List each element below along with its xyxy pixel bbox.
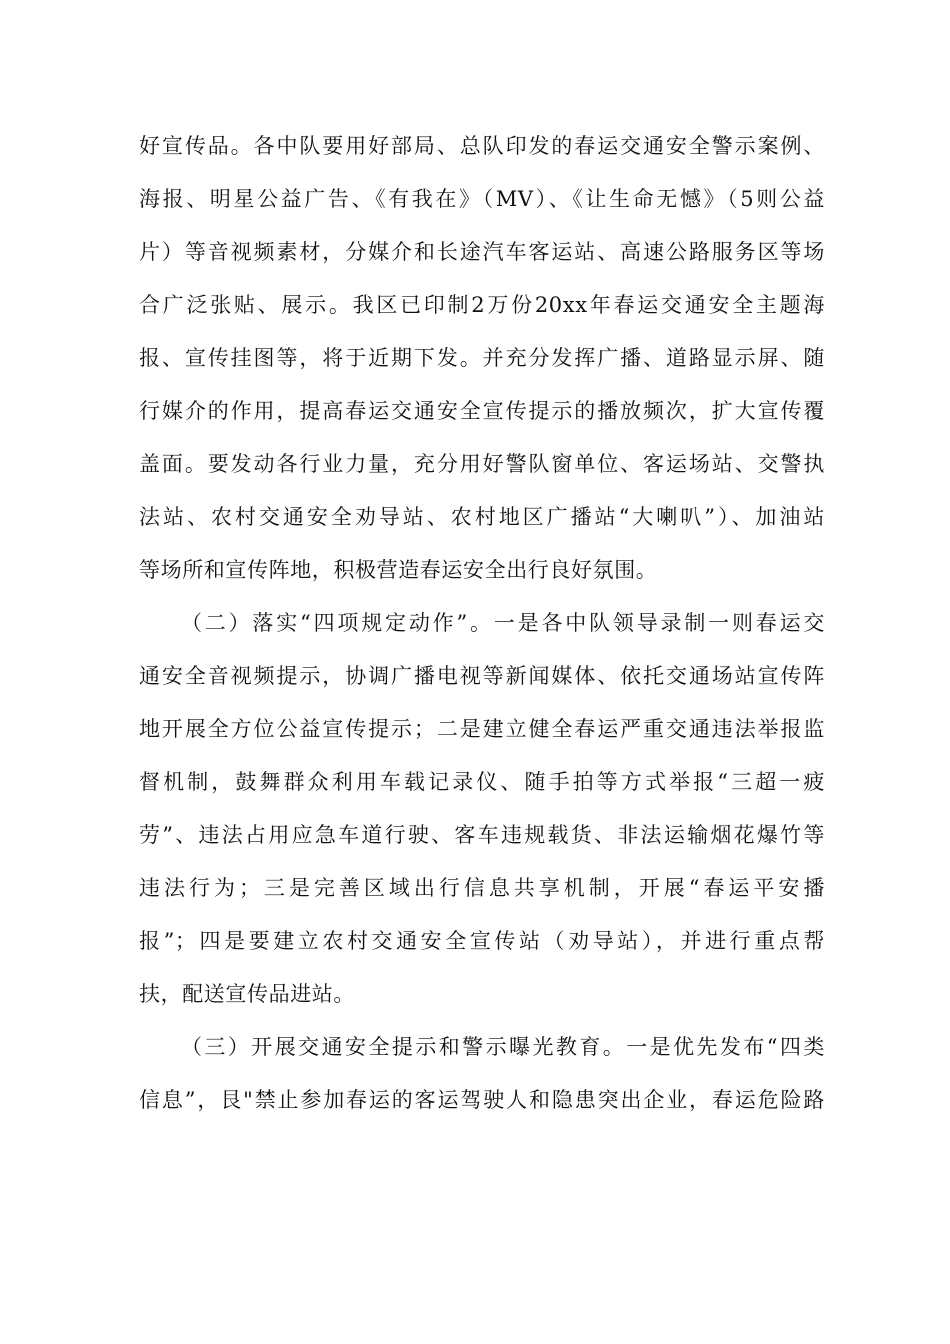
text-line: 法站、农村交通安全劝导站、农村地区广播站“大喇叭”）、加油站 [139,505,825,529]
text-line: 地开展全方位公益宣传提示；二是建立健全春运严重交通违法举报监 [139,717,825,741]
text-line: 报、宣传挂图等，将于近期下发。并充分发挥广播、道路显示屏、随 [139,346,825,370]
paragraph-2 [139,597,825,1021]
text-line: 扶，配送宣传品进站。 [139,982,355,1006]
text-line: 督机制，鼓舞群众利用车载记录仪、随手拍等方式举报“三超一疲 [139,770,825,794]
text-line: 等场所和宣传阵地，积极营造春运安全出行良好氛围。 [139,558,658,582]
paragraph-1 [139,120,825,597]
text-line: 盖面。要发动各行业力量，充分用好警队窗单位、客运场站、交警执 [139,452,825,476]
text-line: 信息”，艮"禁止参加春运的客运驾驶人和隐患突出企业，春运危险路 [139,1088,825,1112]
text-line: 违法行为；三是完善区域出行信息共享机制，开展“春运平安播 [139,876,825,900]
text-line: 合广泛张贴、展示。我区已印制2万份20xx年春运交通安全主题海 [139,293,825,317]
text-line: 好宣传品。各中队要用好部局、总队印发的春运交通安全警示案例、 [139,134,825,158]
text-line: 劳”、违法占用应急车道行驶、客车违规载货、非法运输烟花爆竹等 [139,823,825,847]
text-line: 海报、明星公益广告、《有我在》（MV）、《让生命无憾》（5则公益 [139,187,825,211]
text-line: 通安全音视频提示，协调广播电视等新闻媒体、依托交通场站宣传阵 [139,664,825,688]
document-body [139,120,825,1127]
text-line: （二）落实“四项规定动作”。一是各中队领导录制一则春运交 [181,611,825,635]
text-line: 片）等音视频素材，分媒介和长途汽车客运站、高速公路服务区等场 [139,240,825,264]
text-line: 报”；四是要建立农村交通安全宣传站（劝导站），并进行重点帮 [139,929,825,953]
paragraph-3 [139,1021,825,1127]
text-line: （三）开展交通安全提示和警示曝光教育。一是优先发布“四类 [181,1035,825,1059]
text-line: 行媒介的作用，提高春运交通安全宣传提示的播放频次，扩大宣传覆 [139,399,825,423]
